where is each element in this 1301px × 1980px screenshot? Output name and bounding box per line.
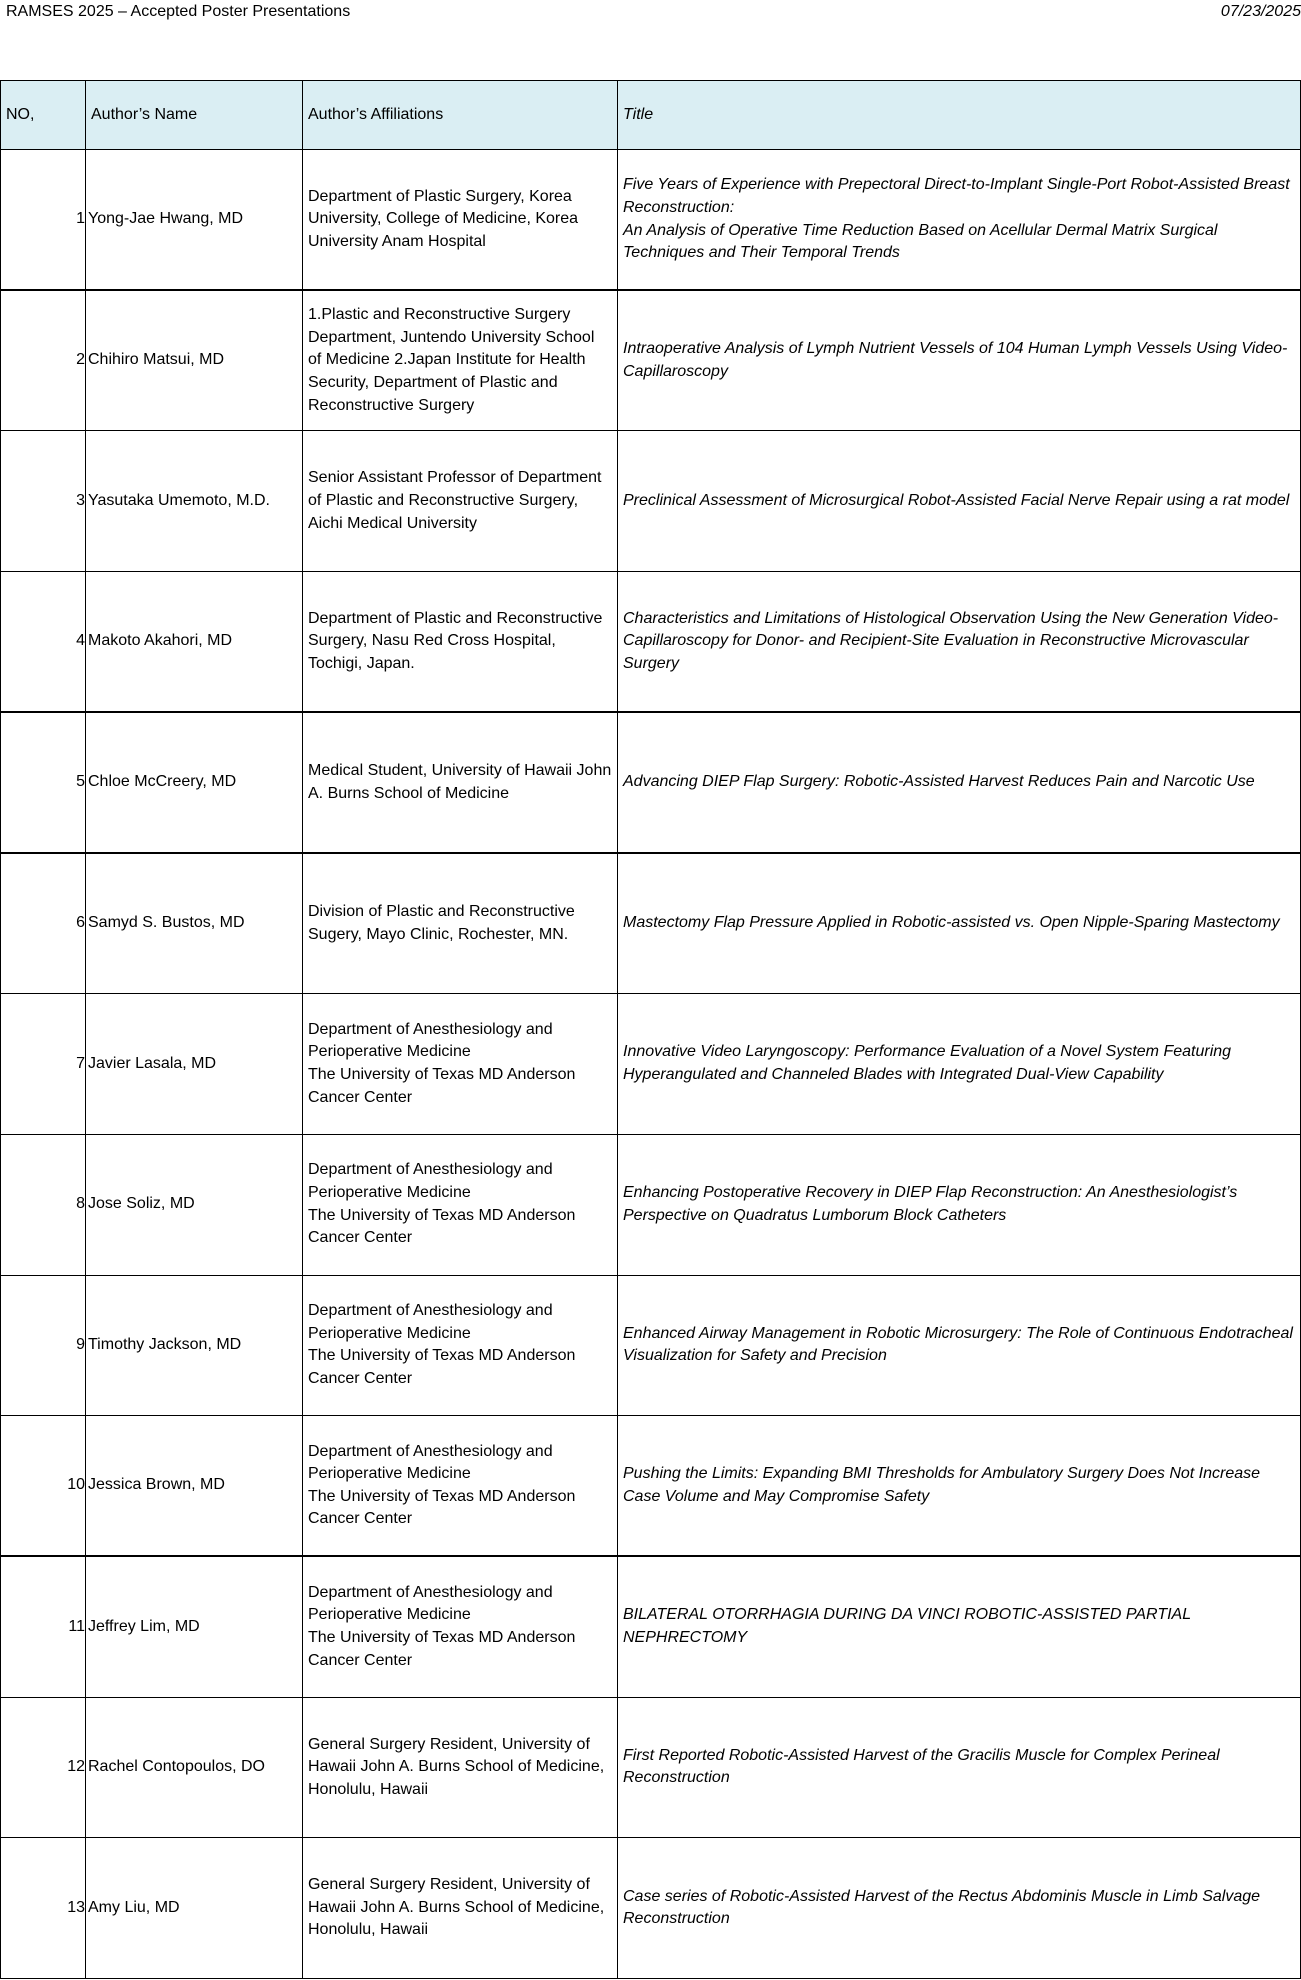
table-row: [1, 1697, 1301, 1838]
row-number: 11: [1, 1556, 86, 1697]
table-row: [1, 994, 1301, 1135]
poster-title: Preclinical Assessment of Microsurgical Robot-Assisted Facial Nerve Repair using a rat model: [618, 431, 1301, 572]
author-affiliation: Department of Anesthesiology and Perioperative Medicine The University of Texas MD Anderson Cancer Center: [303, 1134, 618, 1275]
author-affiliation: Department of Anesthesiology and Perioperative Medicine The University of Texas MD Anderson Cancer Center: [303, 1416, 618, 1557]
table-row: [1, 431, 1301, 572]
author-affiliation: General Surgery Resident, University of Hawaii John A. Burns School of Medicine, Honolulu, Hawaii: [303, 1838, 618, 1979]
author-affiliation: Medical Student, University of Hawaii John A. Burns School of Medicine: [303, 712, 618, 853]
table-row: [1, 1556, 1301, 1697]
author-name: Yong-Jae Hwang, MD: [86, 150, 303, 291]
author-name: Jessica Brown, MD: [86, 1416, 303, 1557]
author-affiliation: Department of Anesthesiology and Perioperative Medicine The University of Texas MD Anderson Cancer Center: [303, 1275, 618, 1416]
author-affiliation: Department of Plastic and Reconstructive Surgery, Nasu Red Cross Hospital, Tochigi, Japan.: [303, 572, 618, 713]
author-affiliation: General Surgery Resident, University of Hawaii John A. Burns School of Medicine, Honolulu, Hawaii: [303, 1697, 618, 1838]
table-row: [1, 1838, 1301, 1979]
table-row: [1, 712, 1301, 853]
poster-title: Enhancing Postoperative Recovery in DIEP Flap Reconstruction: An Anesthesiologist’s Perspective on Quadratus Lumborum Block Catheters: [618, 1134, 1301, 1275]
column-header-no: NO,: [1, 81, 86, 150]
poster-title: Case series of Robotic-Assisted Harvest of the Rectus Abdominis Muscle in Limb Salvage Reconstruction: [618, 1838, 1301, 1979]
poster-title: Innovative Video Laryngoscopy: Performance Evaluation of a Novel System Featuring Hyperangulated and Channeled Blades with Integrated Dual-View Capability: [618, 994, 1301, 1135]
row-number: 7: [1, 994, 86, 1135]
document-date: 07/23/2025: [1220, 3, 1301, 20]
row-number: 2: [1, 290, 86, 431]
table-row: [1, 1275, 1301, 1416]
table-row: [1, 1416, 1301, 1557]
poster-title: Enhanced Airway Management in Robotic Microsurgery: The Role of Continuous Endotracheal Visualization for Safety and Precision: [618, 1275, 1301, 1416]
poster-title: Intraoperative Analysis of Lymph Nutrient Vessels of 104 Human Lymph Vessels Using Video-Capillaroscopy: [618, 290, 1301, 431]
poster-title: BILATERAL OTORRHAGIA DURING DA VINCI ROBOTIC-ASSISTED PARTIAL NEPHRECTOMY: [618, 1556, 1301, 1697]
poster-title: Advancing DIEP Flap Surgery: Robotic-Assisted Harvest Reduces Pain and Narcotic Use: [618, 712, 1301, 853]
table-row: [1, 150, 1301, 291]
poster-title: Characteristics and Limitations of Histological Observation Using the New Generation Video-Capillaroscopy for Donor- and Recipient-Site Evaluation in Reconstructive Microvascular Surgery: [618, 572, 1301, 713]
author-name: Yasutaka Umemoto, M.D.: [86, 431, 303, 572]
author-name: Rachel Contopoulos, DO: [86, 1697, 303, 1838]
poster-title: First Reported Robotic-Assisted Harvest of the Gracilis Muscle for Complex Perineal Reconstruction: [618, 1697, 1301, 1838]
author-name: Jose Soliz, MD: [86, 1134, 303, 1275]
row-number: 9: [1, 1275, 86, 1416]
table-row: [1, 853, 1301, 994]
author-name: Timothy Jackson, MD: [86, 1275, 303, 1416]
author-affiliation: Department of Plastic Surgery, Korea University, College of Medicine, Korea University Anam Hospital: [303, 150, 618, 291]
author-name: Samyd S. Bustos, MD: [86, 853, 303, 994]
poster-table: [0, 80, 1301, 1979]
author-affiliation: Senior Assistant Professor of Department of Plastic and Reconstructive Surgery, Aichi Medical University: [303, 431, 618, 572]
row-number: 12: [1, 1697, 86, 1838]
row-number: 8: [1, 1134, 86, 1275]
author-affiliation: Department of Anesthesiology and Perioperative Medicine The University of Texas MD Anderson Cancer Center: [303, 994, 618, 1135]
row-number: 5: [1, 712, 86, 853]
author-name: Amy Liu, MD: [86, 1838, 303, 1979]
poster-title: Pushing the Limits: Expanding BMI Thresholds for Ambulatory Surgery Does Not Increase Case Volume and May Compromise Safety: [618, 1416, 1301, 1557]
author-affiliation: 1.Plastic and Reconstructive Surgery Department, Juntendo University School of Medicine 2.Japan Institute for Health Security, Department of Plastic and Reconstructive Surgery: [303, 290, 618, 431]
table-row: [1, 572, 1301, 713]
column-header-title: Title: [618, 81, 1301, 150]
poster-title: Five Years of Experience with Prepectoral Direct-to-Implant Single-Port Robot-Assisted Breast Reconstruction: An Analysis of Operative Time Reduction Based on Acellular Dermal Matrix Surgical Techniques and Their Temporal Trends: [618, 150, 1301, 291]
row-number: 1: [1, 150, 86, 291]
author-name: Makoto Akahori, MD: [86, 572, 303, 713]
poster-title: Mastectomy Flap Pressure Applied in Robotic-assisted vs. Open Nipple-Sparing Mastectomy: [618, 853, 1301, 994]
author-name: Jeffrey Lim, MD: [86, 1556, 303, 1697]
row-number: 6: [1, 853, 86, 994]
author-affiliation: Department of Anesthesiology and Perioperative Medicine The University of Texas MD Anderson Cancer Center: [303, 1556, 618, 1697]
table-header-row: [1, 81, 1301, 150]
row-number: 10: [1, 1416, 86, 1557]
author-name: Chloe McCreery, MD: [86, 712, 303, 853]
row-number: 4: [1, 572, 86, 713]
author-name: Javier Lasala, MD: [86, 994, 303, 1135]
page-header: [6, 2, 1301, 24]
table-row: [1, 290, 1301, 431]
table-row: [1, 1134, 1301, 1275]
author-name: Chihiro Matsui, MD: [86, 290, 303, 431]
column-header-affiliations: Author’s Affiliations: [303, 81, 618, 150]
column-header-name: Author’s Name: [86, 81, 303, 150]
row-number: 3: [1, 431, 86, 572]
row-number: 13: [1, 1838, 86, 1979]
author-affiliation: Division of Plastic and Reconstructive Sugery, Mayo Clinic, Rochester, MN.: [303, 853, 618, 994]
document-title: RAMSES 2025 – Accepted Poster Presentations: [6, 3, 351, 20]
